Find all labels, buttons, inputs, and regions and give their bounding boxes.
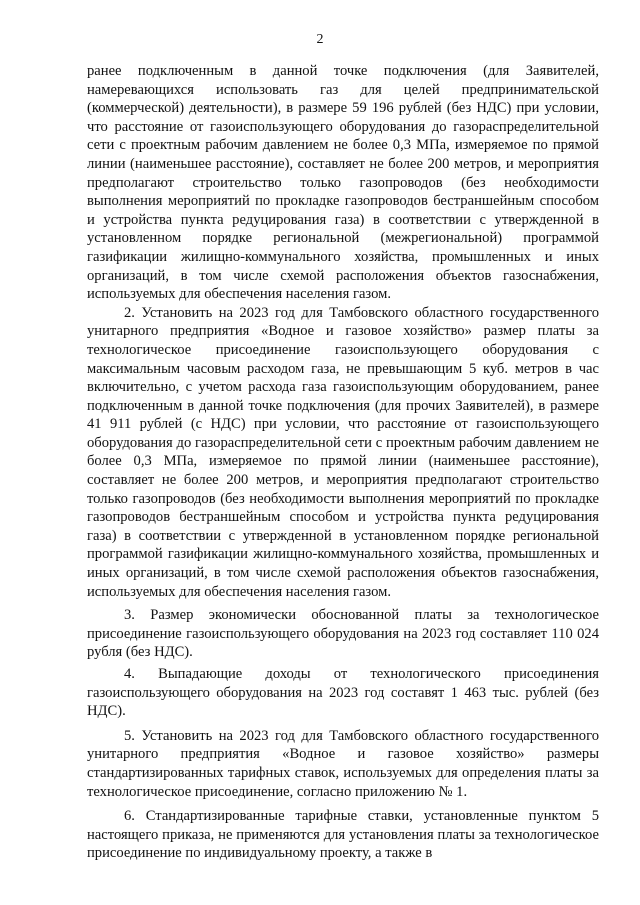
paragraph-item-6: 6. Стандартизированные тарифные ставки, установленные пунктом 5 настоящего приказа, не применяются для установления платы за технологическое присоединение по индивидуальному проекту, а также в xyxy=(87,808,599,862)
page-number: 2 xyxy=(316,32,324,47)
document-body xyxy=(87,62,599,863)
paragraph-item-2: 2. Установить на 2023 год для Тамбовского областного государственного унитарного предприятия «Водное и газовое хозяйство» размер платы за технологическое присоединение газоиспользующего оборудования с максимальным часовым расходом газа, не превышающим 5 куб. метров в час включительно, с учетом расхода газа газоиспользующим оборудованием, ранее подключенным в данной точке подключения (для прочих Заявителей), в размере 41 911 рублей (с НДС) при условии, что расстояние от газоиспользующего оборудования до газораспределительной сети с проектным рабочим давлением не более 0,3 МПа, измеряемое по прямой линии (наименьшее расстояние), составляет не более 200 метров, и мероприятия предполагают строительство только газопроводов (без необходимости выполнения мероприятий по прокладке газопроводов бестраншейным способом и устройства пункта редуцирования газа) в соответствии с утвержденной в установленном порядке региональной программой газификации жилищно-коммунального хозяйства, промышленных и иных организаций, в том числе схемой расположения объектов газоснабжения, используемых для обеспечения населения газом. xyxy=(87,304,599,600)
paragraph-item-3: 3. Размер экономически обоснованной платы за технологическое присоединение газоиспользующего оборудования на 2023 год составляет 110 024 рубля (без НДС). xyxy=(87,607,599,661)
paragraph-item-5: 5. Установить на 2023 год для Тамбовского областного государственного унитарного предприятия «Водное и газовое хозяйство» размеры стандартизированных тарифных ставок, используемых для определения платы за технологическое присоединение, согласно приложению № 1. xyxy=(87,727,599,800)
paragraph-continuation: ранее подключенным в данной точке подключения (для Заявителей, намеревающихся использовать газ для целей предпринимательской (коммерческой) деятельности), в размере 59 196 рублей (без НДС) при условии, что расстояние от газоиспользующего оборудования до газораспределительной сети с проектным рабочим давлением не более 0,3 МПа, измеряемое по прямой линии (наименьшее расстояние), составляет не более 200 метров, и мероприятия предполагают строительство только газопроводов (без необходимости выполнения мероприятий по прокладке газопроводов бестраншейным способом и устройства пункта редуцирования газа) в соответствии с утвержденной в установленном порядке региональной (межрегиональной) программой газификации жилищно-коммунального хозяйства, промышленных и иных организаций, в том числе схемой расположения объектов газоснабжения, используемых для обеспечения населения газом. xyxy=(87,63,599,303)
paragraph-item-4: 4. Выпадающие доходы от технологического присоединения газоиспользующего оборудования на 2023 год составят 1 463 тыс. рублей (без НДС). xyxy=(87,666,599,720)
